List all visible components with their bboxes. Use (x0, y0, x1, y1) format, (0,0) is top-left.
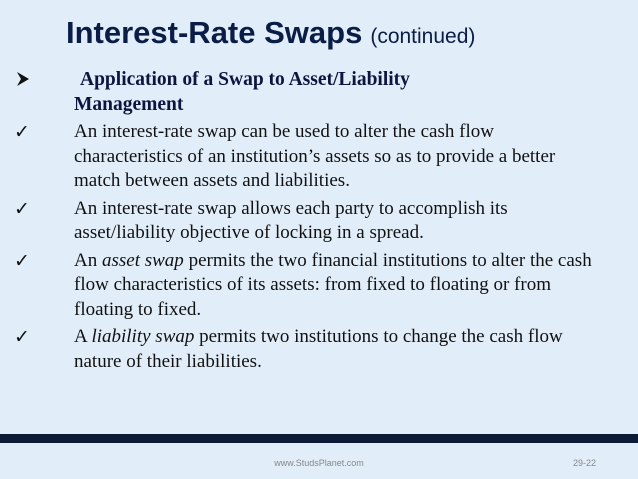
title-sub: (continued) (370, 25, 476, 48)
bullet-text-4-post: permits two institutions to change the cash flow nature of their liabilities. (74, 326, 563, 372)
footer-site: www.StudsPlanet.com (274, 458, 364, 468)
bullet-text-1: An interest-rate swap can be used to alter the cash flow characteristics of an institution’s assets so as to provide a better match between assets and liabilities. (74, 121, 556, 191)
bullet-item-3 (0, 249, 600, 323)
heading-item (0, 68, 600, 117)
slide-title (66, 10, 626, 62)
heading-line-2: Management (74, 93, 184, 115)
checkmark-icon: ✓ (14, 121, 30, 143)
heading-line-1: Application of a Swap to Asset/Liability (80, 69, 410, 90)
bullet-item-1 (0, 120, 600, 194)
bullet-text-3-post: permits the two financial institutions to alter the cash flow characteristics of its assets: from fixed to floating or from floating to fixed. (74, 249, 592, 320)
checkmark-icon: ✓ (14, 197, 30, 220)
footer-bar (0, 434, 638, 443)
bullet-text-4-pre: A (74, 326, 92, 347)
bullet-list (0, 68, 600, 374)
page-number: 29-22 (573, 458, 597, 468)
title-main: Interest-Rate Swaps (66, 15, 363, 50)
bullet-item-2 (0, 197, 600, 246)
term-liability-swap: liability swap (91, 326, 195, 347)
arrow-right-icon (8, 68, 36, 92)
bullet-text-2: An interest-rate swap allows each party to accomplish its asset/liability objective of locking in a spread. (74, 197, 508, 243)
bullet-text-3-pre: An (74, 249, 102, 271)
checkmark-icon: ✓ (14, 326, 30, 348)
checkmark-icon: ✓ (14, 249, 30, 272)
term-asset-swap: asset swap (101, 249, 184, 271)
bullet-item-4 (0, 325, 600, 374)
